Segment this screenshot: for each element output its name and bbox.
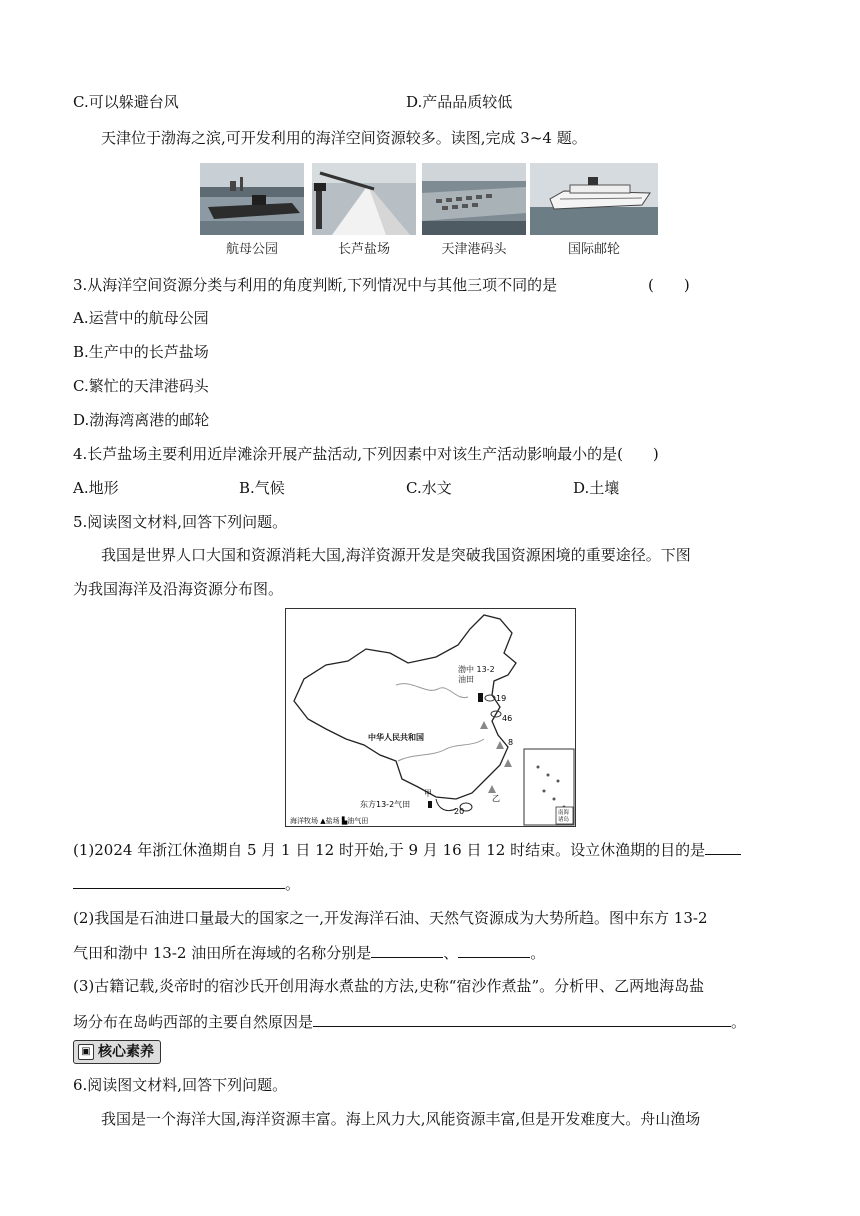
port-aerial-photo — [422, 163, 526, 235]
intro-3-4: 天津位于渤海之滨,可开发利用的海洋空间资源较多。读图,完成 3~4 题。 — [101, 129, 587, 147]
map-number: 8 — [508, 738, 514, 747]
china-outline — [294, 615, 516, 799]
gasfield-marker — [428, 801, 432, 808]
q5-sub2-end: 。 — [530, 944, 546, 962]
q6-material: 我国是一个海洋大国,海洋资源丰富。海上风力大,风能资源丰富,但是开发难度大。舟山渔场 — [101, 1110, 701, 1128]
q5-sub3-text: 场分布在岛屿西部的主要自然原因是 — [73, 1013, 314, 1031]
aircraft-carrier-photo — [200, 163, 304, 235]
china-resource-map — [285, 608, 576, 827]
cruise-ship-photo — [530, 163, 658, 235]
q5-sub2-line2 — [73, 941, 545, 963]
map-number: 46 — [502, 714, 513, 723]
q5-sub1-end: 。 — [285, 875, 301, 893]
q5-material-line1: 我国是世界人口大国和资源消耗大国,海洋资源开发是突破我国资源困境的重要途径。下图 — [101, 546, 691, 564]
q4-option-d: D.土壤 — [573, 479, 620, 497]
q3-option-c: C.繁忙的天津港码头 — [73, 377, 209, 395]
answer-blank[interactable] — [705, 838, 741, 855]
q5-sub3-end: 。 — [731, 1013, 747, 1031]
map-number: 20 — [454, 807, 465, 816]
map-gasfield-label: 东方13-2气田 — [360, 800, 411, 809]
answer-blank[interactable] — [371, 941, 443, 958]
q5-sub1-text: (1)2024 年浙江休渔期自 5 月 1 日 12 时开始,于 9 月 16 日 12 时结束。设立休渔期的目的是 — [73, 841, 706, 859]
q2-option-d: D.产品品质较低 — [406, 93, 513, 111]
q3-answer-paren: ( ) — [648, 276, 690, 294]
q5-sub1-line2 — [73, 872, 300, 894]
cube-icon: ▣ — [78, 1044, 94, 1060]
q5-sub3-line2 — [73, 1010, 746, 1032]
map-country-label: 中华人民共和国 — [368, 733, 424, 742]
map-legend: 海洋牧场 ▲盐场 ▙油气田 — [290, 817, 369, 825]
q3-stem: 3.从海洋空间资源分类与利用的角度判断,下列情况中与其他三项不同的是 — [73, 276, 558, 294]
salt-field-marker — [488, 785, 496, 793]
answer-blank[interactable] — [313, 1010, 731, 1027]
q5-sub2-sep: 、 — [443, 944, 459, 962]
svg-text:南海诸岛: 南海诸岛 — [558, 810, 570, 823]
map-label-yi: 乙 — [492, 794, 500, 803]
q4-option-a: A.地形 — [73, 479, 119, 497]
q5-material-line2: 为我国海洋及沿海资源分布图。 — [73, 580, 284, 598]
q3-option-d: D.渤海湾离港的邮轮 — [73, 411, 210, 429]
salt-field-marker — [504, 759, 512, 767]
q5-sub1 — [73, 838, 741, 860]
q6-stem: 6.阅读图文材料,回答下列问题。 — [73, 1076, 288, 1094]
section-badge — [73, 1040, 161, 1064]
q5-sub2-text: 气田和渤中 13-2 油田所在海域的名称分别是 — [73, 944, 372, 962]
q4-option-c: C.水文 — [406, 479, 452, 497]
q5-sub3: (3)古籍记载,炎帝时的宿沙氏开创用海水煮盐的方法,史称“宿沙作煮盐”。分析甲、乙两地海岛盐 — [73, 977, 705, 995]
map-number: 19 — [496, 694, 507, 703]
q4-option-b: B.气候 — [239, 479, 285, 497]
q5-sub2: (2)我国是石油进口量最大的国家之一,开发海洋石油、天然气资源成为大势所趋。图中东方 13-2 — [73, 909, 708, 927]
photo-caption: 长芦盐场 — [337, 242, 390, 257]
photo-caption: 天津港码头 — [441, 242, 507, 257]
q2-option-c: C.可以躲避台风 — [73, 93, 179, 111]
photo-caption: 国际邮轮 — [567, 242, 620, 257]
oilfield-marker — [478, 693, 483, 702]
answer-blank[interactable] — [73, 872, 285, 889]
map-label-jia: 甲 — [424, 789, 432, 798]
answer-blank[interactable] — [458, 941, 530, 958]
q3-option-b: B.生产中的长芦盐场 — [73, 343, 209, 361]
photo-caption: 航母公园 — [225, 242, 278, 257]
q3-option-a: A.运营中的航母公园 — [73, 309, 209, 327]
photo-strip — [200, 163, 658, 263]
salt-pile-photo — [312, 163, 416, 235]
section-label: 核心素养 — [98, 1044, 154, 1060]
q5-stem: 5.阅读图文材料,回答下列问题。 — [73, 513, 288, 531]
map-oilfield-label: 渤中 13-2 油田 — [458, 665, 495, 684]
q4-stem: 4.长芦盐场主要利用近岸滩涂开展产盐活动,下列因素中对该生产活动影响最小的是( ) — [73, 445, 659, 463]
